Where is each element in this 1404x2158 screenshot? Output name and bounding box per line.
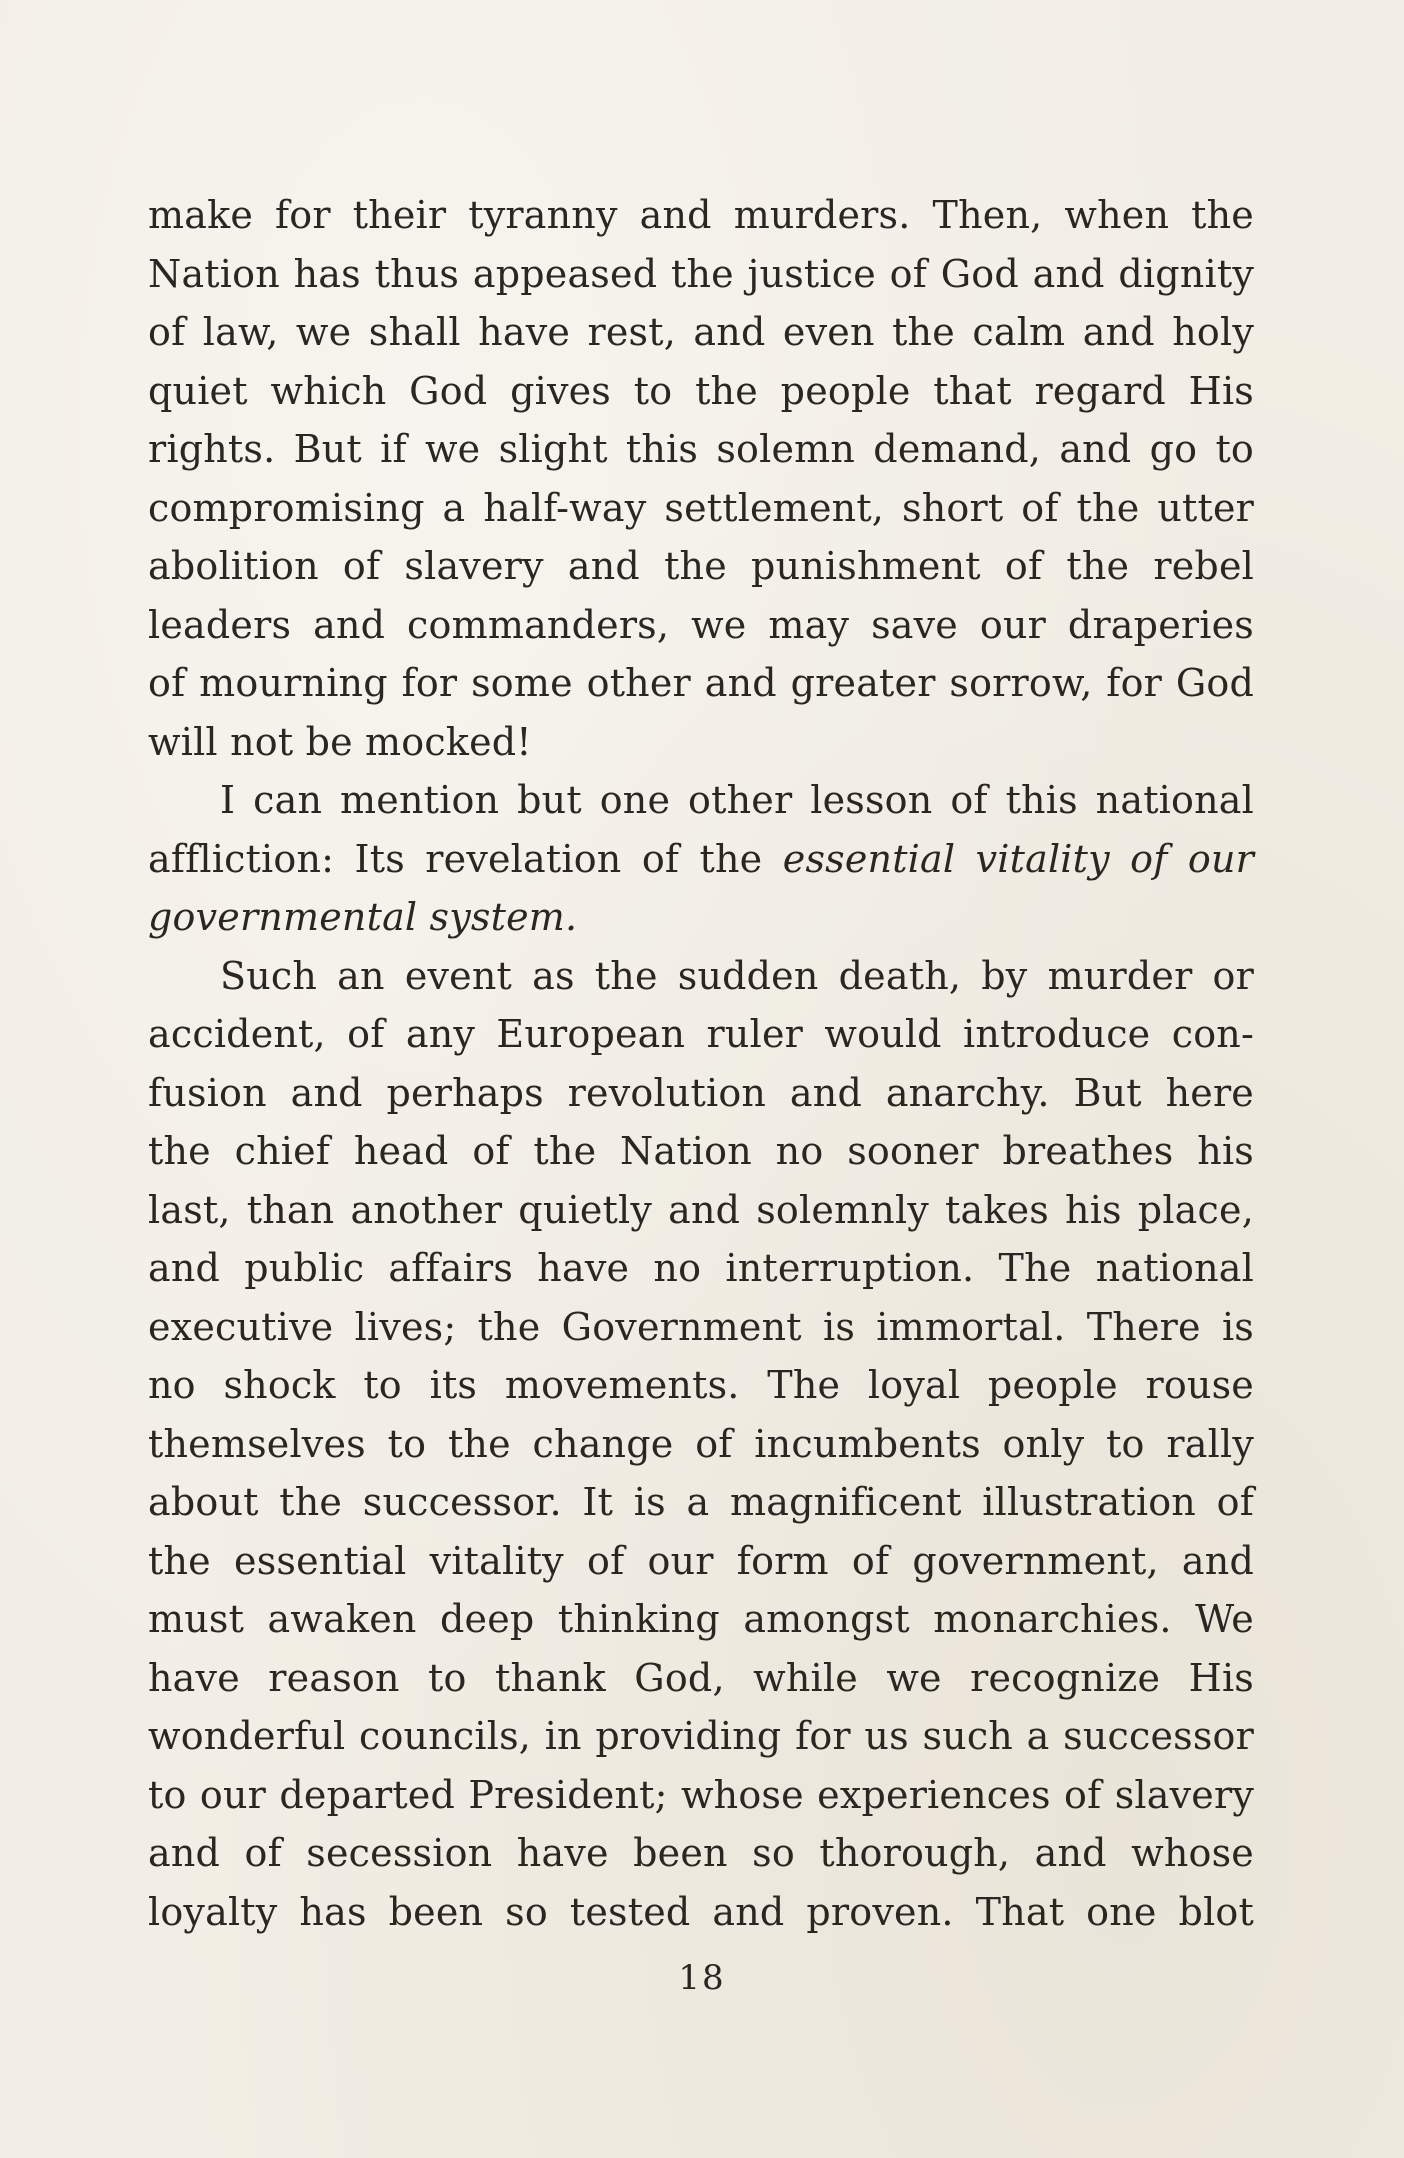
text-line: abolition of slavery and the punishment of the rebel	[148, 544, 1254, 588]
text-line: of law, we shall have rest, and even the calm and holy	[148, 310, 1254, 354]
text-line: Such an event as the sudden death, by murder or	[220, 953, 1254, 998]
text-line: accident, of any European ruler would introduce con-	[148, 1012, 1254, 1056]
text-line: and public affairs have no interruption. The national	[148, 1246, 1254, 1290]
text-line: I can mention but one other lesson of this national	[220, 778, 1254, 822]
paragraph-3	[148, 947, 1254, 1942]
text-line: loyalty has been so tested and proven. That one blot	[148, 1889, 1254, 1934]
paragraph-1	[148, 186, 1254, 771]
text-line: and of secession have been so thorough, and whose	[148, 1831, 1254, 1875]
text-line: executive lives; the Government is immortal. There is	[148, 1304, 1254, 1349]
italic-phrase: governmental system.	[148, 895, 578, 939]
text-line	[148, 830, 1254, 889]
text-line: leaders and commanders, we may save our draperies	[148, 602, 1254, 647]
paragraph-2	[148, 771, 1254, 947]
text-line: last, than another quietly and solemnly takes his place,	[148, 1187, 1254, 1232]
text-line: to our departed President; whose experiences of slavery	[148, 1772, 1254, 1817]
text-line: themselves to the change of incumbents only to rally	[148, 1421, 1254, 1466]
text-line: make for their tyranny and murders. Then, when the	[148, 193, 1254, 237]
text-line: quiet which God gives to the people that regard His	[148, 368, 1254, 413]
text-line: rights. But if we slight this solemn demand, and go to	[148, 427, 1254, 471]
text-line: compromising a half-way settlement, short of the utter	[148, 485, 1254, 530]
page-number: 18	[678, 1958, 726, 1998]
text-segment: affliction: Its revelation of the	[148, 836, 783, 881]
text-line: of mourning for some other and greater sorrow, for God	[148, 661, 1254, 705]
text-line: wonderful councils, in providing for us such a successor	[148, 1714, 1254, 1758]
text-line: the chief head of the Nation no sooner breathes his	[148, 1129, 1254, 1173]
text-line: will not be mocked!	[148, 719, 532, 764]
body-text	[148, 186, 1254, 1941]
text-line: no shock to its movements. The loyal people rouse	[148, 1363, 1254, 1407]
italic-phrase: essential vitality of our	[782, 836, 1254, 881]
text-line	[148, 888, 1254, 947]
text-line: have reason to thank God, while we recognize His	[148, 1655, 1254, 1700]
text-line: Nation has thus appeased the justice of God and dignity	[148, 251, 1254, 296]
text-line: must awaken deep thinking amongst monarchies. We	[148, 1597, 1254, 1641]
text-line: the essential vitality of our form of government, and	[148, 1538, 1254, 1583]
text-line: about the successor. It is a magnificent illustration of	[148, 1480, 1254, 1524]
text-line: fusion and perhaps revolution and anarchy. But here	[148, 1070, 1254, 1115]
